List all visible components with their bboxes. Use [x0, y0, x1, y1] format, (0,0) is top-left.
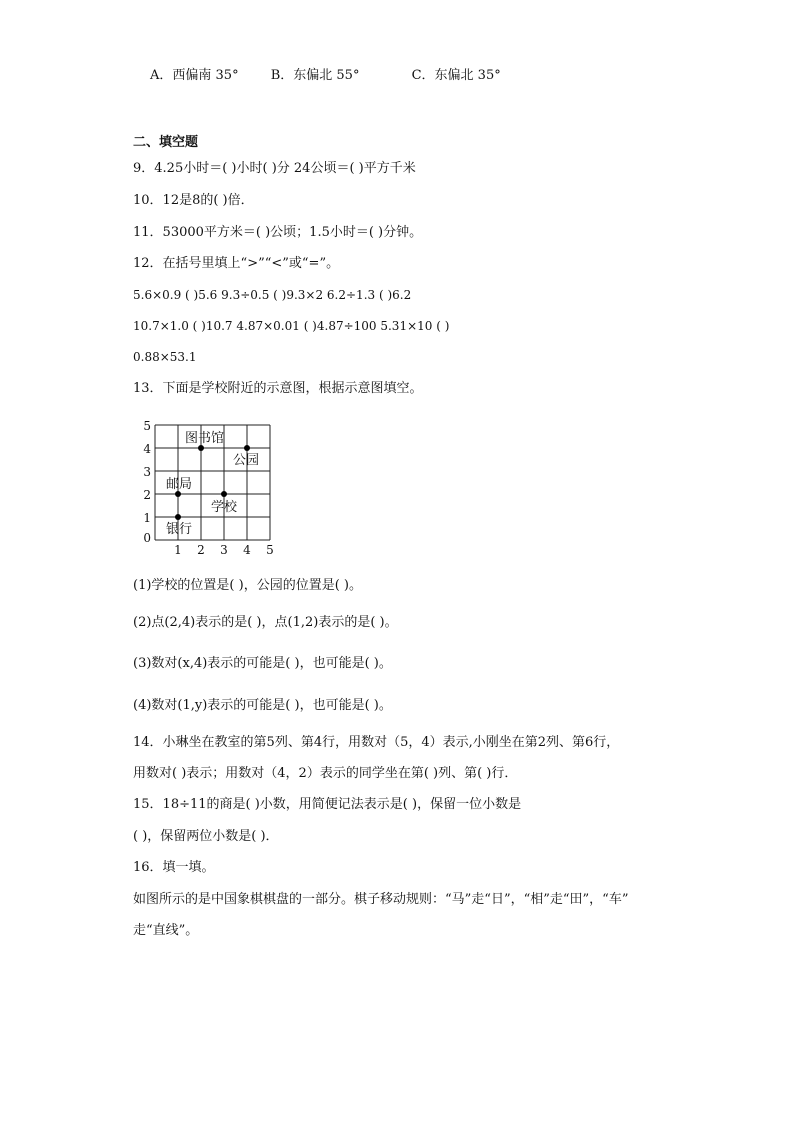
question-14-line-1: 14．小琳坐在教室的第5列、第4行，用数对（5，4）表示,小刚坐在第2列、第6行， [133, 735, 620, 750]
post-office-label: 邮局 [166, 477, 193, 492]
option-c: C．东偏北 35° [411, 68, 501, 83]
question-12-row-2: 10.7×1.0 ( )10.7 4.87×0.01 ( )4.87÷100 5.31×10 ( ) [133, 319, 450, 333]
origin-label: 0 [143, 531, 151, 545]
question-15-line-2: ( )，保留两位小数是( )． [133, 829, 279, 844]
question-14-line-2: 用数对( )表示；用数对（4，2）表示的同学坐在第( )列、第( )行． [133, 766, 518, 781]
bank-label: 银行 [166, 522, 193, 537]
x-tick-2: 2 [197, 543, 205, 557]
option-a: A．西偏南 35° [150, 68, 239, 83]
park-point [244, 445, 250, 451]
question-9: 9．4.25小时＝( )小时( )分 24公顷＝( )平方千米 [133, 161, 416, 176]
school-map-grid [130, 415, 290, 560]
y-tick-1: 1 [143, 511, 151, 525]
library-label: 图书馆 [185, 431, 225, 446]
x-tick-4: 4 [243, 543, 251, 557]
option-b: B．东偏北 55° [270, 68, 360, 83]
y-tick-4: 4 [143, 442, 151, 456]
section-title: 二、填空题 [133, 135, 199, 150]
y-tick-5: 5 [143, 419, 151, 433]
question-13-1: (1)学校的位置是( )，公园的位置是( )。 [133, 578, 362, 593]
question-13: 13．下面是学校附近的示意图，根据示意图填空。 [133, 381, 423, 396]
question-12-row-3: 0.88×53.1 [133, 350, 197, 364]
park-label: 公园 [233, 453, 260, 468]
y-tick-2: 2 [143, 488, 151, 502]
question-13-3: (3)数对(x,4)表示的可能是( )，也可能是( )。 [133, 656, 392, 671]
question-13-2: (2)点(2,4)表示的是( )，点(1,2)表示的是( )。 [133, 615, 398, 630]
question-12: 12．在括号里填上“>”“<”或“=”。 [133, 256, 340, 271]
school-label: 学校 [211, 500, 238, 515]
x-axis-labels [174, 543, 274, 557]
x-tick-3: 3 [220, 543, 228, 557]
x-tick-5: 5 [266, 543, 274, 557]
school-point [221, 491, 227, 497]
y-axis-labels [143, 419, 151, 545]
y-tick-3: 3 [143, 465, 151, 479]
question-16-description-2: 走“直线”。 [133, 923, 199, 938]
x-tick-1: 1 [174, 543, 182, 557]
question-16-description-1: 如图所示的是中国象棋棋盘的一部分。棋子移动规则：“马”走“日”，“相”走“田”，“车” [133, 892, 629, 907]
question-12-row-1: 5.6×0.9 ( )5.6 9.3÷0.5 ( )9.3×2 6.2÷1.3 ( )6.2 [133, 288, 412, 302]
question-13-4: (4)数对(1,y)表示的可能是( )，也可能是( )。 [133, 698, 392, 713]
question-16: 16．填一填。 [133, 860, 215, 875]
question-11: 11．53000平方米＝( )公顷；1.5小时＝( )分钟。 [133, 225, 423, 240]
bank-point [175, 514, 181, 520]
question-10: 10．12是8的( )倍． [133, 193, 254, 208]
options-line [150, 67, 501, 85]
question-15-line-1: 15．18÷11的商是( )小数，用简便记法表示是( )，保留一位小数是 [133, 797, 522, 812]
